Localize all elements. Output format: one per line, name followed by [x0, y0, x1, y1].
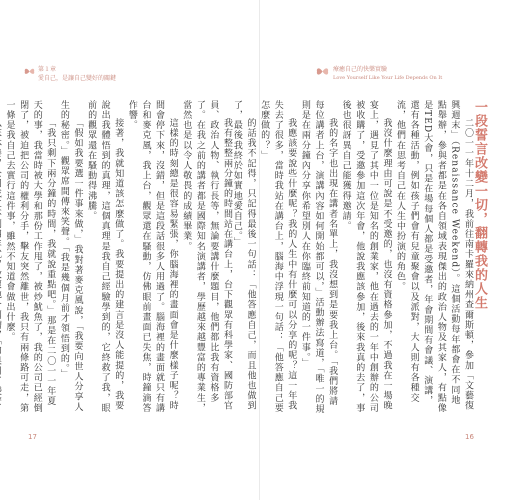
right-page: [231, 0, 520, 500]
chapter-label: 第１章: [38, 66, 57, 73]
paragraph: 接著，我就知道該怎麼做了。我要提出的建言是沒人能提的，我要說出我體悟到的真理，這個真理是我自己經驗學到的，它終救了我，眼前的觀眾還在騷動得沸騰。: [86, 100, 124, 414]
paragraph: 我的名字也出現在講者名單上，我沒想到是要我上台。「我們將請每位講者上台，演講內容如何開始都可以，」活動辦法寫道，「唯一的規則是在兩分鐘內分享你希望別人在你臨終前知道的一件事。」: [299, 100, 338, 415]
paragraph: 我沒什麼理由可說是不受邀的，也沒有資格參加，不過我在一場晚宴上，遇見了其中一位是知名的創業家，他在過去的一年中創辦的公司被收購了，受邀參加這次年會，他說我應該參加，後來我真的去了，事後也很訝異自己能獲得邀請。: [340, 100, 392, 414]
paragraph: 二〇一一年十二月，我前往南卡羅來納州查爾斯頓，參加「文藝復興週末」（Renaissance Weekend）。這個活動每年都會在不同地點舉辦，參與者都是在各自領域表現傑出的政治人物及其家人，有點像是TED大會，只是在場每個人都是受邀者，年會期間有會議、演講，還有各種活動，例如孩子們會有兒童聚會以及派對，大人則有各種交流，他們在思考自己在人生中扮演的角色。: [395, 100, 473, 414]
right-body-text: [231, 100, 474, 415]
paragraph: 「假如我要選一件事來做，」我對著麥克風說，「我要向世人分享人生的秘密。」觀眾席間傳來笑聲。「我是幾個月前才領悟到的。」: [58, 100, 83, 412]
left-body-text: [4, 100, 233, 415]
paragraph: 的話我不記得，只記得最後一句話：「他答應自己，而且他也做到了，最後我終於如實地愛自己。」: [231, 100, 256, 411]
paragraph: 我有整整兩分鐘的時間站在講台上，台下觀眾有科學家、國防部官員、政治人物、執行長等，無論要講什麼題目，他們都比我有資格多了。在我之前的講者都是國際知名演講者，學歷越來越豐富的專業生，當然也是以令人敬畏的成績畢業。: [181, 100, 232, 414]
book-title-english: Love Yourself Like Your Life Depends On It: [333, 75, 443, 81]
right-page-number: 16: [465, 433, 474, 441]
left-running-header: [38, 65, 116, 83]
paragraph: 「我只剩下兩分鐘的時間，我就說重點吧。」那是在二〇一一年夏天的事，我當時被大學和那份工作甩了，被炒魷魚了，我的公司已經倒閉了，被迫把公司的權利分手，擊友突然離世，我只有兩條路可走，第一條是我自己去實行這件事，雖然不知道會做出什麼。: [4, 100, 56, 414]
paragraph: 這樣的時刻總是很容易緊張，你腦海裡的畫面會是什麼樣子呢？時間會停下來，沒錯，但是這段話很多人用過了。腦海裡的畫面就只有講台和麥克風，我上台，觀眾還在騷動，仿佛眼前畫面已失焦，時鐘滴答作響。: [126, 100, 178, 414]
right-running-header: [333, 65, 442, 83]
butterfly-icon: [316, 66, 329, 77]
left-page-number: 17: [28, 433, 37, 441]
book-title: 療癒自己的快樂實驗: [333, 66, 388, 73]
paragraph: 我應該要說些什麼呢？我的人生中有什麼可以分享的呢？這一年我失去了很多，當時我站在講台上，腦海中浮現一句話：「他答應自己要怎麼做的？」: [259, 100, 297, 414]
chapter-subtitle: 愛自己，是讓自己變好的關鍵: [38, 75, 117, 82]
butterfly-icon: [24, 66, 35, 77]
paragraph: [0, 100, 2, 415]
section-title: 一段誓言改變一切，翻轉我的人生: [472, 100, 487, 310]
